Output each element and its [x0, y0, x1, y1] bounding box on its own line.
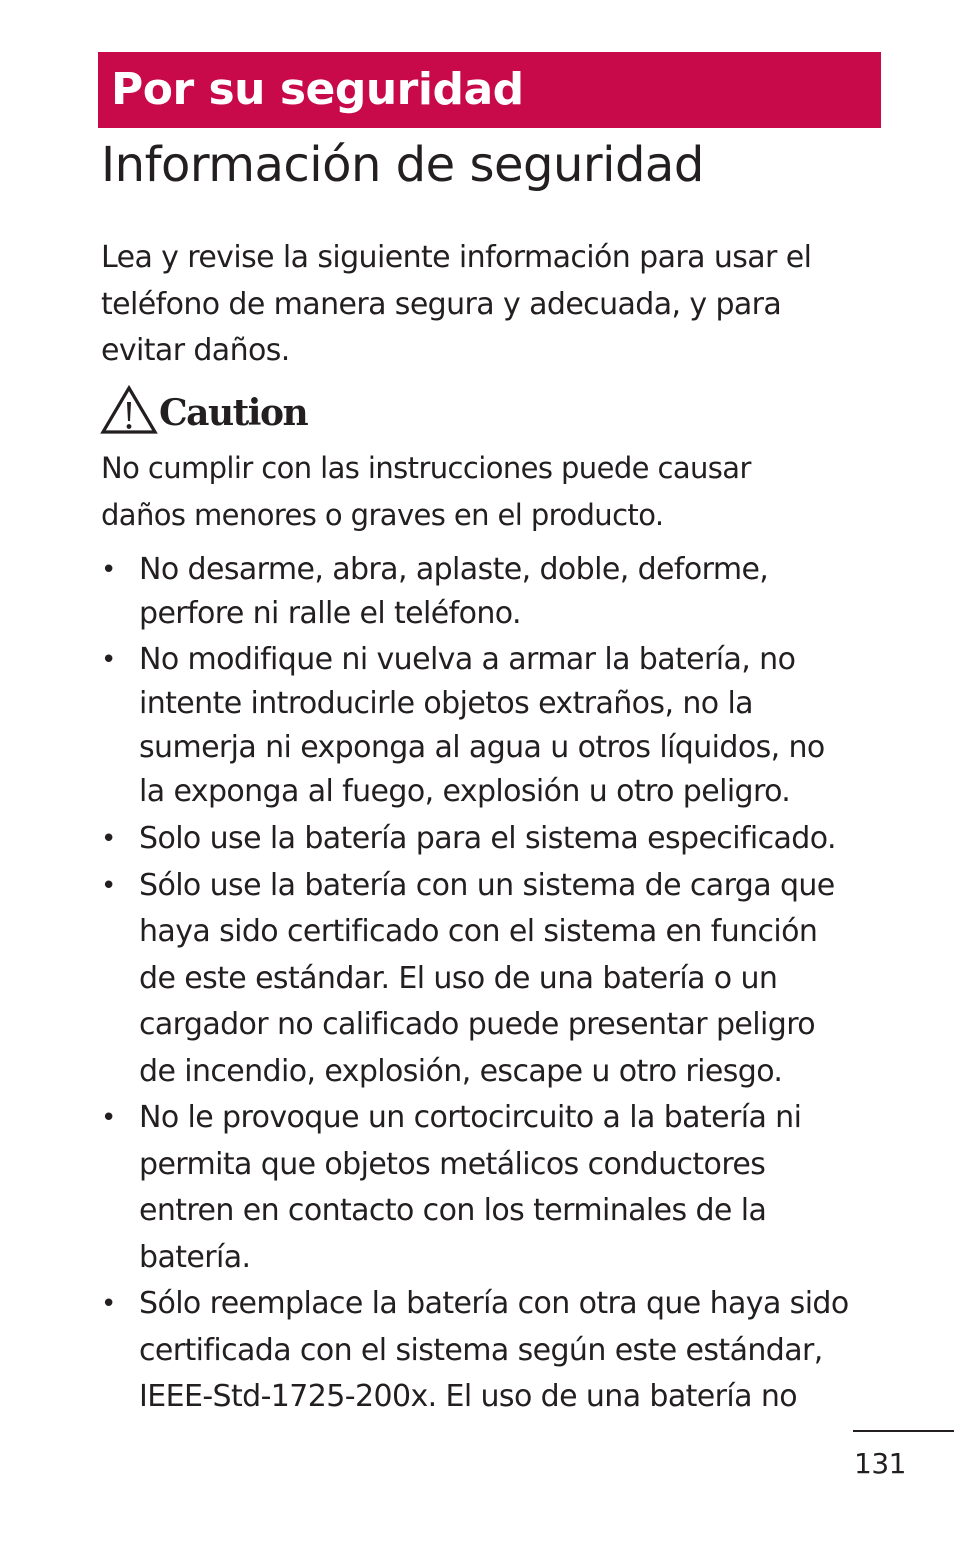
warning-triangle-icon — [100, 385, 158, 435]
bullet-icon: • — [101, 1103, 116, 1133]
list-item-line: batería. — [139, 1239, 251, 1275]
list-item-line: permita que objetos metálicos conductores — [139, 1146, 766, 1182]
list-item-line: Sólo reemplace la batería con otra que haya sido — [139, 1286, 849, 1321]
intro-paragraph — [101, 235, 891, 375]
caution-lead — [101, 445, 901, 539]
list-item-line: Sólo use la batería con un sistema de carga que — [139, 867, 835, 903]
page-number: 131 — [854, 1447, 906, 1480]
bullet-icon: • — [101, 555, 116, 585]
section-title: Por su seguridad — [111, 64, 524, 115]
list-item-line: No modifique ni vuelva a armar la batería, no — [139, 642, 796, 677]
list-item — [101, 1095, 901, 1281]
list-item-line: haya sido certificado con el sistema en función — [139, 914, 818, 949]
list-item-line: de incendio, explosión, escape u otro riesgo. — [139, 1053, 783, 1089]
page-title: Información de seguridad — [101, 137, 704, 193]
section-banner — [98, 52, 881, 128]
list-item-line: la exponga al fuego, explosión u otro peligro. — [139, 774, 791, 809]
bullet-icon: • — [101, 1289, 116, 1319]
list-item-line: certificada con el sistema según este estándar, — [139, 1332, 823, 1368]
list-item — [101, 816, 901, 863]
list-item-line: cargador no calificado puede presentar peligro — [139, 1007, 816, 1042]
bullet-icon: • — [101, 645, 116, 675]
list-item-line: IEEE-Std-1725-200x. El uso de una batería no — [139, 1379, 798, 1414]
list-item — [101, 863, 901, 1096]
caution-heading — [100, 383, 307, 435]
footer-divider — [853, 1430, 954, 1432]
intro-line: evitar daños. — [101, 333, 290, 368]
bullet-icon: • — [101, 870, 116, 901]
list-item-line: de este estándar. El uso de una batería o un — [139, 960, 778, 996]
bullet-icon: • — [101, 824, 116, 854]
list-item — [101, 638, 901, 814]
list-item-line: No le provoque un cortocircuito a la batería ni — [139, 1100, 802, 1135]
list-item-line: No desarme, abra, aplaste, doble, deforme, — [139, 552, 769, 587]
list-item-line: perfore ni ralle el teléfono. — [139, 596, 521, 631]
list-item — [101, 1281, 901, 1421]
safety-bullet-list — [101, 548, 901, 1421]
list-item-line: intente introducirle objetos extraños, no la — [139, 686, 753, 721]
intro-line: teléfono de manera segura y adecuada, y para — [101, 286, 782, 322]
list-item-line: entren en contacto con los terminales de la — [139, 1193, 767, 1228]
list-item — [101, 548, 901, 636]
caution-lead-line: No cumplir con las instrucciones puede causar — [101, 451, 751, 485]
caution-label: Caution — [159, 392, 308, 434]
list-item-line: sumerja ni exponga al agua u otros líquidos, no — [139, 730, 825, 765]
intro-line: Lea y revise la siguiente información para usar el — [101, 240, 812, 275]
list-item-line: Solo use la batería para el sistema especificado. — [139, 821, 836, 856]
caution-lead-line: daños menores o graves en el producto. — [101, 498, 664, 532]
